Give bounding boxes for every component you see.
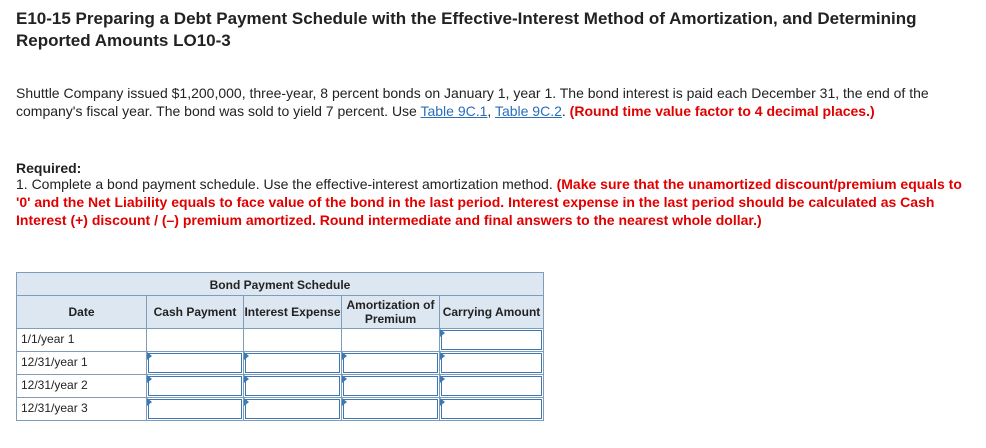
problem-text: Shuttle Company issued $1,200,000, three-year, 8 percent bonds on January 1, year 1. The bond interest is paid each December 31, the end of the company's fiscal year. The bond was sold to yield 7 percent. Use <box>16 85 929 119</box>
row-date: 12/31/year 3 <box>17 398 147 420</box>
input-marker-icon <box>440 329 445 337</box>
table-row <box>16 352 544 375</box>
sentence-end: . <box>561 103 570 119</box>
bond-payment-schedule <box>16 272 544 421</box>
amortization-input[interactable] <box>343 376 438 396</box>
cash-payment-input[interactable] <box>148 353 242 373</box>
interest-cell <box>244 398 342 420</box>
carrying-cell <box>440 352 543 374</box>
header-cash-payment: Cash Payment <box>147 296 244 328</box>
input-marker-icon <box>440 398 445 406</box>
carrying-amount-input[interactable] <box>441 399 542 419</box>
input-marker-icon <box>342 398 347 406</box>
carrying-cell <box>440 375 543 397</box>
exercise-title: E10-15 Preparing a Debt Payment Schedule with the Effective-Interest Method of Amortization, and Determining Reported Amounts LO10-3 <box>16 9 917 50</box>
carrying-amount-input[interactable] <box>441 376 542 396</box>
table-row <box>16 329 544 352</box>
amortization-cell-empty <box>342 329 440 351</box>
required-heading: Required: <box>16 160 82 176</box>
row-date: 12/31/year 2 <box>17 375 147 397</box>
input-marker-icon <box>147 398 152 406</box>
cash-payment-input[interactable] <box>148 376 242 396</box>
header-amortization: Amortization of Premium <box>342 296 440 328</box>
header-carrying-amount: Carrying Amount <box>442 305 541 319</box>
header-date: Date <box>17 296 147 328</box>
input-marker-icon <box>147 352 152 360</box>
input-marker-icon <box>440 352 445 360</box>
requirement-1 <box>16 175 971 229</box>
interest-cell-empty <box>244 329 342 351</box>
row-date: 12/31/year 1 <box>17 352 147 374</box>
amortization-cell <box>342 375 440 397</box>
carrying-amount-input[interactable] <box>441 353 542 373</box>
rounding-note: (Round time value factor to 4 decimal places.) <box>569 103 875 119</box>
input-marker-icon <box>244 352 249 360</box>
header-interest-expense: Interest Expense <box>244 296 342 328</box>
interest-expense-input[interactable] <box>245 376 340 396</box>
table-9c2-link[interactable]: Table 9C.2 <box>494 103 562 119</box>
schedule-header-row <box>16 296 544 329</box>
input-marker-icon <box>244 398 249 406</box>
schedule-caption: Bond Payment Schedule <box>16 272 544 296</box>
cash-payment-input[interactable] <box>148 399 242 419</box>
row-date: 1/1/year 1 <box>17 329 147 351</box>
input-marker-icon <box>342 352 347 360</box>
interest-expense-input[interactable] <box>245 353 340 373</box>
input-marker-icon <box>147 375 152 383</box>
requirement-note: (Make sure that the unamortized discount/premium equals to '0' and the Net Liability equals to face value of the bond in the last period. Interest expense in the last period should be calculated as Cash Interest (+) discount / (–) premium amortized. Round intermediate and final answers to the nearest whole dollar.) <box>16 176 962 228</box>
interest-cell <box>244 375 342 397</box>
amortization-cell <box>342 352 440 374</box>
link-separator: , <box>487 103 495 119</box>
cash-cell-empty <box>147 329 244 351</box>
table-row <box>16 398 544 421</box>
input-marker-icon <box>244 375 249 383</box>
interest-expense-input[interactable] <box>245 399 340 419</box>
cash-cell <box>147 375 244 397</box>
amortization-input[interactable] <box>343 353 438 373</box>
carrying-amount-input[interactable] <box>441 330 542 350</box>
table-9c1-link[interactable]: Table 9C.1 <box>420 103 488 119</box>
input-marker-icon <box>342 375 347 383</box>
input-marker-icon <box>440 375 445 383</box>
carrying-cell <box>440 329 543 351</box>
table-row <box>16 375 544 398</box>
amortization-input[interactable] <box>343 399 438 419</box>
amortization-cell <box>342 398 440 420</box>
requirement-text: 1. Complete a bond payment schedule. Use the effective-interest amortization method. <box>16 176 557 192</box>
carrying-cell <box>440 398 543 420</box>
cash-cell <box>147 352 244 374</box>
cash-cell <box>147 398 244 420</box>
interest-cell <box>244 352 342 374</box>
problem-statement <box>16 84 971 120</box>
